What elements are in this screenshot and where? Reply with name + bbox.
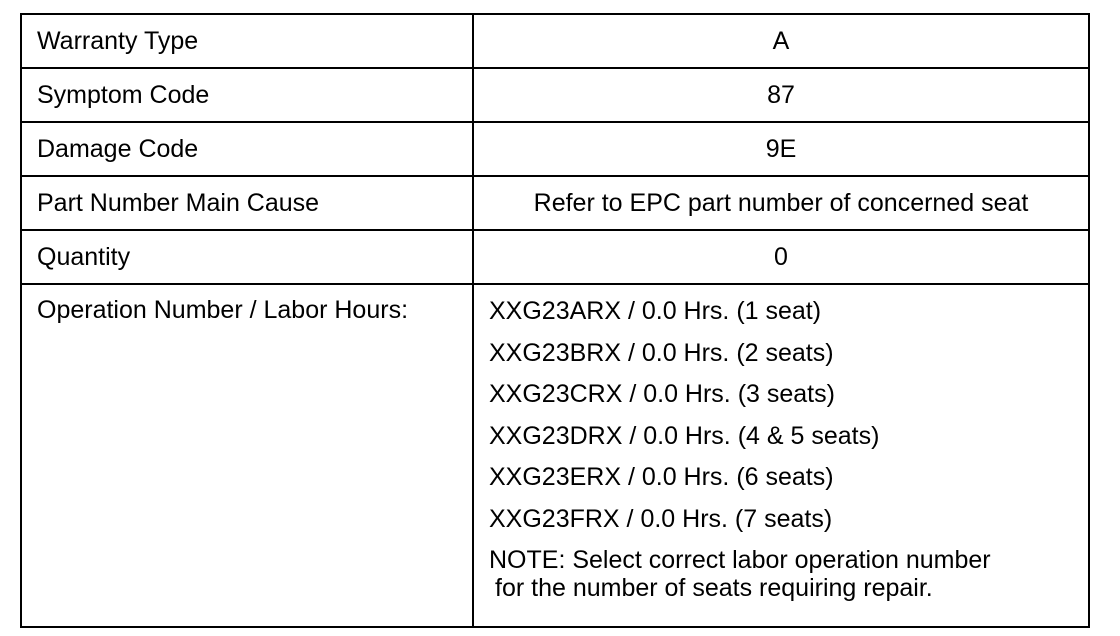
operation-line: XXG23ERX / 0.0 Hrs. (6 seats)	[489, 463, 834, 491]
damage-code-label: Damage Code	[21, 122, 473, 176]
operation-line: XXG23ARX / 0.0 Hrs. (1 seat)	[489, 297, 822, 325]
operation-note	[489, 544, 1088, 602]
warranty-type-label: Warranty Type	[21, 14, 473, 68]
operation-note-line-1: NOTE: Select correct labor operation number	[489, 546, 991, 574]
part-number-label: Part Number Main Cause	[21, 176, 473, 230]
operation-line: XXG23DRX / 0.0 Hrs. (4 & 5 seats)	[489, 421, 880, 450]
table-row-operation	[21, 284, 1089, 627]
symptom-code-value: 87	[473, 68, 1089, 122]
damage-code-value: 9E	[473, 122, 1089, 176]
operation-line: XXG23FRX / 0.0 Hrs. (7 seats)	[489, 504, 833, 533]
table-row-quantity	[21, 230, 1089, 284]
table-row-part-number	[21, 176, 1089, 230]
operation-value	[473, 284, 1089, 627]
operation-line: XXG23CRX / 0.0 Hrs. (3 seats)	[489, 380, 835, 408]
operation-label: Operation Number / Labor Hours:	[21, 284, 473, 627]
warranty-info-table	[20, 13, 1090, 628]
warranty-type-value: A	[473, 14, 1089, 68]
part-number-value: Refer to EPC part number of concerned seat	[473, 176, 1089, 230]
table-row-symptom-code	[21, 68, 1089, 122]
symptom-code-label: Symptom Code	[21, 68, 473, 122]
quantity-value: 0	[473, 230, 1089, 284]
operation-line: XXG23BRX / 0.0 Hrs. (2 seats)	[489, 338, 834, 367]
table-row-damage-code	[21, 122, 1089, 176]
table-row-warranty-type	[21, 14, 1089, 68]
quantity-label: Quantity	[21, 230, 473, 284]
operation-note-line-2: for the number of seats requiring repair.	[495, 574, 933, 602]
